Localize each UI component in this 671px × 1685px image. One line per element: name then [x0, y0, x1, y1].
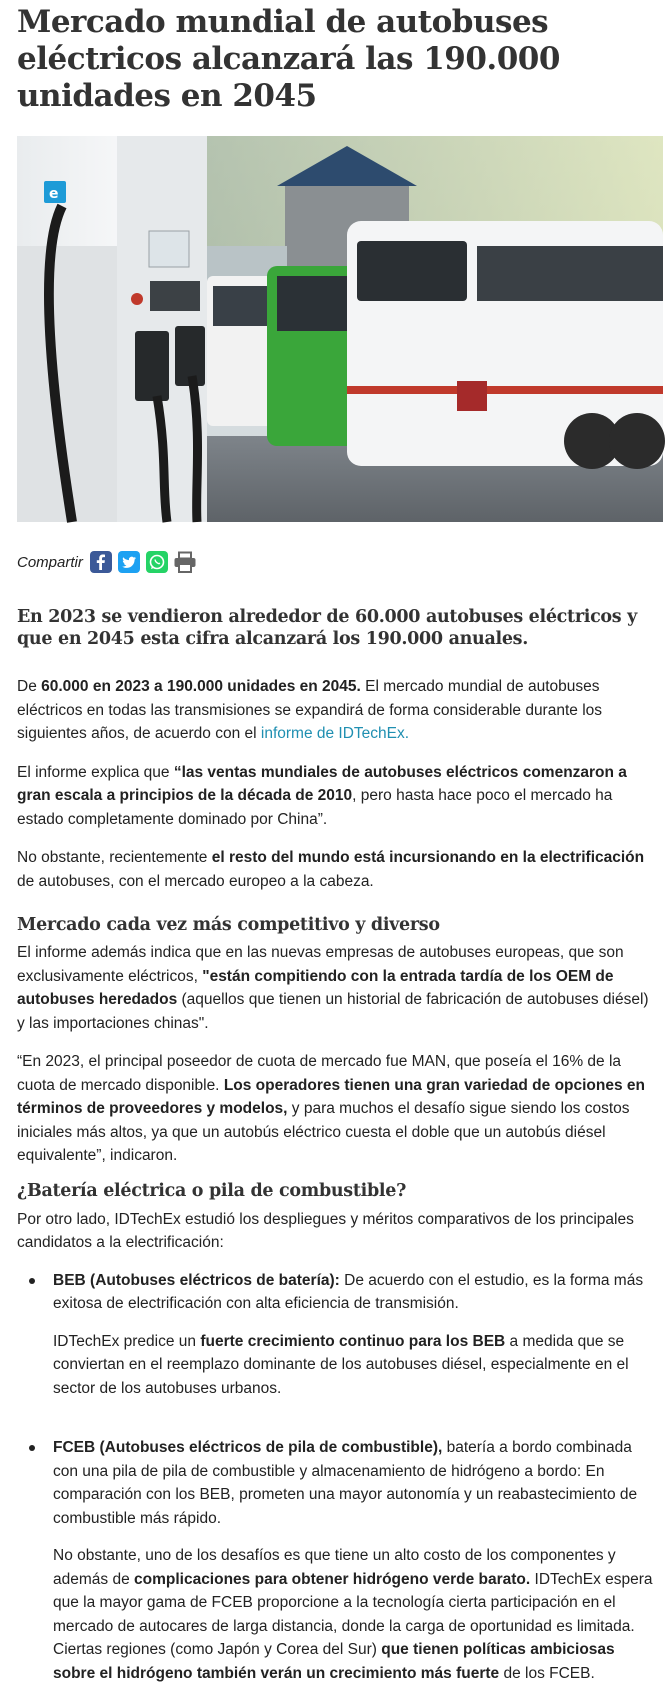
paragraph-3	[17, 846, 654, 893]
share-label: Compartir	[17, 554, 83, 571]
hero-image	[17, 136, 663, 522]
share-bar	[17, 550, 654, 574]
charging-station-bus-photo	[17, 136, 663, 522]
text-span: IDTechEx predice un	[53, 1333, 200, 1350]
section-heading-battery: ¿Batería eléctrica o pila de combustible?	[17, 1180, 654, 1202]
section-heading-competition: Mercado cada vez más competitivo y diverso	[17, 914, 654, 936]
paragraph-4	[17, 941, 654, 1035]
text-span: IDTechEx espera que la mayor gama de FCEB proporcione a la tecnología cierta participación en el mercado de autocares de larga distancia, donde la carga de oportunidad es limitada. Ciertas regiones (como Japón y Corea del Sur)	[53, 1571, 653, 1659]
bold-span: complicaciones para obtener hidrógeno verde barato.	[134, 1571, 530, 1588]
beb-paragraph-1	[53, 1269, 654, 1316]
bold-span: Los operadores tienen una gran variedad de opciones en términos de proveedores y modelos,	[17, 1077, 645, 1118]
bold-span: FCEB (Autobuses eléctricos de pila de combustible),	[53, 1439, 442, 1456]
technology-list	[17, 1269, 654, 1685]
bold-span: el resto del mundo está incursionando en la electrificación	[212, 849, 644, 866]
article-lead: En 2023 se vendieron alrededor de 60.000 autobuses eléctricos y que en 2045 esta cifra alcanzará los 190.000 anuales.	[17, 606, 654, 650]
print-icon[interactable]	[174, 551, 196, 573]
paragraph-1	[17, 675, 654, 746]
text-span: No obstante, uno de los desafíos es que tiene un alto costo de los componentes y además de	[53, 1547, 616, 1588]
paragraph-5	[17, 1050, 654, 1168]
bold-span: 60.000 en 2023 a 190.000 unidades en 2045.	[41, 678, 361, 695]
text-span: de autobuses, con el mercado europeo a la cabeza.	[17, 873, 374, 890]
text-span: El informe explica que	[17, 764, 174, 781]
text-span: a medida que se conviertan en el reemplazo dominante de los autobuses diésel, especialmente en el sector de los autobuses urbanos.	[53, 1333, 629, 1397]
text-span: No obstante, recientemente	[17, 849, 212, 866]
bold-span: BEB (Autobuses eléctricos de batería):	[53, 1272, 340, 1289]
text-span: De	[17, 678, 41, 695]
bold-span: "están compitiendo con la entrada tardía de los OEM de autobuses heredados	[17, 968, 614, 1009]
fceb-paragraph-1	[53, 1436, 654, 1530]
text-span: de los FCEB.	[499, 1665, 595, 1682]
text-span: (aquellos que tienen un historial de fabricación de autobuses diésel) y las importaciones chinas".	[17, 991, 649, 1032]
text-span: El mercado mundial de autobuses eléctricos en todas las transmisiones se expandirá de forma considerable durante los siguientes años, de acuerdo con el	[17, 678, 602, 742]
facebook-icon[interactable]	[90, 551, 112, 573]
twitter-icon[interactable]	[118, 551, 140, 573]
bold-span: “las ventas mundiales de autobuses eléctricos comenzaron a gran escala a principios de la década de 2010	[17, 764, 627, 805]
list-item-beb	[17, 1269, 654, 1401]
text-span: De acuerdo con el estudio, es la forma más exitosa de electrificación con alta eficiencia de transmisión.	[53, 1272, 643, 1313]
text-span: “En 2023, el principal poseedor de cuota de mercado fue MAN, que poseía el 16% de la cuota de mercado disponible.	[17, 1053, 621, 1094]
paragraph-6: Por otro lado, IDTechEx estudió los despliegues y méritos comparativos de los principales candidatos a la electrificación:	[17, 1208, 654, 1255]
fceb-paragraph-2	[53, 1544, 654, 1685]
beb-paragraph-2	[53, 1330, 654, 1401]
text-span: batería a bordo combinada con una pila de pila de combustible y almacenamiento de hidrógeno a bordo: En comparación con los BEB, prometen una mayor autonomía y un reabastecimiento de combustible más rápido.	[53, 1439, 637, 1527]
list-item-fceb	[17, 1436, 654, 1685]
bold-span: que tienen políticas ambiciosas sobre el hidrógeno también verán un crecimiento más fuerte	[53, 1641, 615, 1682]
text-span: y para muchos el desafío sigue siendo los costos iniciales más altos, ya que un autobús eléctrico cuesta el doble que un autobús diésel equivalente”, indicaron.	[17, 1100, 630, 1164]
page-title: Mercado mundial de autobuses eléctricos alcanzará las 190.000 unidades en 2045	[17, 0, 654, 115]
whatsapp-icon[interactable]	[146, 551, 168, 573]
text-span: El informe además indica que en las nuevas empresas de autobuses europeas, que son exclusivamente eléctricos,	[17, 944, 624, 985]
idtechex-report-link[interactable]: informe de IDTechEx.	[261, 725, 409, 742]
bold-span: fuerte crecimiento continuo para los BEB	[200, 1333, 505, 1350]
svg-text:e: e	[49, 186, 59, 202]
paragraph-2	[17, 761, 654, 832]
text-span: , pero hasta hace poco el mercado ha estado completamente dominado por China”.	[17, 787, 612, 828]
